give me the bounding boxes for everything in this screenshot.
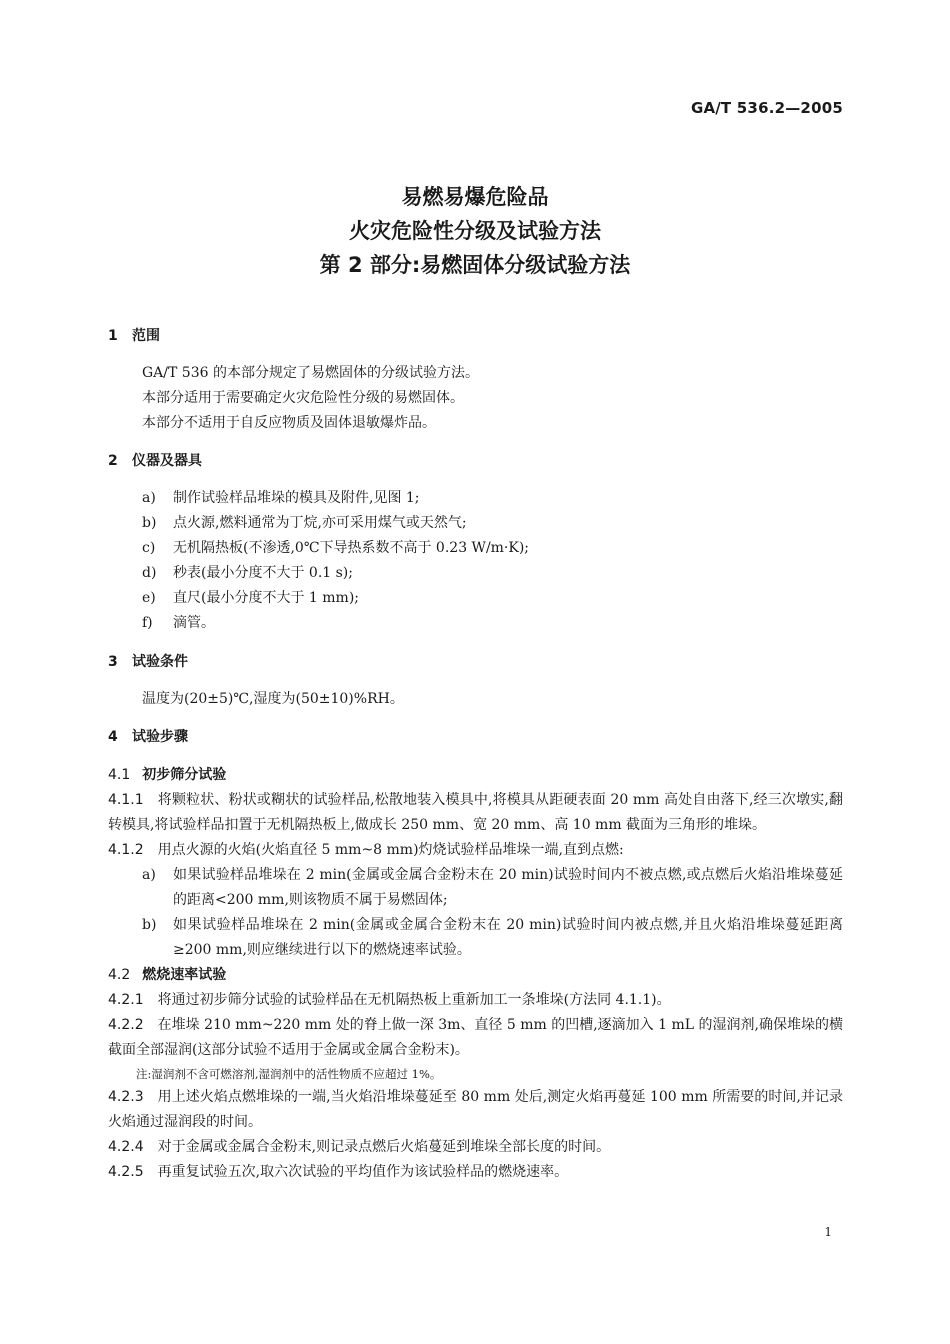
item-label: d)	[142, 565, 157, 581]
paragraph: 温度为(20±5)℃,湿度为(50±10)%RH。	[142, 691, 404, 707]
clause-4-1-2	[108, 838, 843, 863]
item-text: 直尺(最小分度不大于 1 mm);	[173, 590, 359, 606]
section-1	[108, 324, 843, 436]
list-item	[108, 913, 843, 963]
section-3	[108, 650, 843, 712]
item-text: 如果试验样品堆垛在 2 min(金属或金属合金粉末在 20 min)试验时间内不被点燃,或点燃后火焰沿堆垛蔓延的距离<200 mm,则该物质不属于易燃固体;	[173, 867, 843, 908]
clause-text: 对于金属或金属合金粉末,则记录点燃后火焰蔓延到堆垛全部长度的时间。	[157, 1139, 611, 1155]
title-line-1: 易燃易爆危险品	[401, 185, 549, 209]
subsection-4-1-heading	[108, 763, 843, 788]
item-label: b)	[142, 515, 157, 531]
section-number: 2	[108, 453, 118, 469]
subsection-title: 初步筛分试验	[142, 767, 227, 783]
item-label: b)	[142, 917, 157, 933]
clause-text: 用点火源的火焰(火焰直径 5 mm~8 mm)灼烧试验样品堆垛一端,直到点燃:	[157, 842, 624, 858]
clause-4-2-4	[108, 1135, 843, 1160]
paragraph: 本部分不适用于自反应物质及固体退敏爆炸品。	[142, 415, 436, 431]
section-title: 范围	[132, 328, 160, 344]
section-2	[108, 449, 843, 636]
item-text: 如果试验样品堆垛在 2 min(金属或金属合金粉末在 20 min)试验时间内被点燃,并且火焰沿堆垛蔓延距离≥200 mm,则应继续进行以下的燃烧速率试验。	[173, 917, 843, 958]
section-number: 4	[108, 729, 118, 745]
clause-text: 将通过初步筛分试验的试验样品在无机隔热板上重新加工一条堆垛(方法同 4.1.1)。	[157, 992, 671, 1008]
clause-4-2-2	[108, 1013, 843, 1063]
paragraph: GA/T 536 的本部分规定了易燃固体的分级试验方法。	[142, 365, 479, 381]
item-text: 制作试验样品堆垛的模具及附件,见图 1;	[173, 490, 420, 506]
title-line-2: 火灾危险性分级及试验方法	[349, 219, 601, 243]
list-item	[108, 536, 843, 561]
clause-text: 再重复试验五次,取六次试验的平均值作为该试验样品的燃烧速率。	[157, 1164, 569, 1180]
subsection-number: 4.2	[108, 967, 131, 983]
standard-code: GA/T 536.2—2005	[690, 99, 843, 117]
clause-number: 4.2.5	[108, 1164, 144, 1180]
subsection-number: 4.1	[108, 767, 131, 783]
clause-4-2-5	[108, 1160, 843, 1185]
section-title: 仪器及器具	[132, 453, 202, 469]
item-label: c)	[142, 540, 156, 556]
item-text: 点火源,燃料通常为丁烷,亦可采用煤气或天然气;	[173, 515, 467, 531]
section-3-heading	[108, 650, 843, 675]
list-item	[108, 561, 843, 586]
clause-text: 在堆垛 210 mm~220 mm 处的脊上做一深 3m、直径 5 mm 的凹槽,逐滴加入 1 mL 的湿润剂,确保堆垛的横截面全部湿润(这部分试验不适用于金属或金属合金粉末)。	[108, 1017, 843, 1058]
item-text: 无机隔热板(不渗透,0℃下导热系数不高于 0.23 W/m·K);	[173, 540, 530, 556]
subsection-4-2-heading	[108, 963, 843, 988]
paragraph: 本部分适用于需要确定火灾危险性分级的易燃固体。	[142, 390, 464, 406]
item-label: a)	[142, 490, 156, 506]
item-text: 秒表(最小分度不大于 0.1 s);	[173, 565, 353, 581]
section-number: 1	[108, 328, 118, 344]
clause-number: 4.2.2	[108, 1017, 144, 1033]
clause-number: 4.2.4	[108, 1139, 144, 1155]
clause-4-1-1	[108, 788, 843, 838]
clause-4-2-3	[108, 1085, 843, 1135]
document-title	[0, 180, 950, 282]
list-item	[108, 586, 843, 611]
section-4	[108, 725, 843, 1185]
title-line-3: 第 2 部分:易燃固体分级试验方法	[319, 253, 631, 277]
section-title: 试验条件	[132, 654, 188, 670]
clause-text: 将颗粒状、粉状或糊状的试验样品,松散地装入模具中,将模具从距硬表面 20 mm 高处自由落下,经三次墩实,翻转模具,将试验样品扣置于无机隔热板上,做成长 250 mm、宽 20 mm、高 10 mm 截面为三角形的堆垛。	[108, 792, 843, 833]
note: 注:湿润剂不含可燃溶剂,湿润剂中的活性物质不应超过 1%。	[136, 1067, 442, 1081]
list-item	[108, 611, 843, 636]
section-title: 试验步骤	[132, 729, 188, 745]
item-label: f)	[142, 615, 153, 631]
clause-4-2-1	[108, 988, 843, 1013]
page-number: 1	[824, 1225, 832, 1239]
section-4-heading	[108, 725, 843, 750]
list-item	[108, 486, 843, 511]
section-2-heading	[108, 449, 843, 474]
clause-text: 用上述火焰点燃堆垛的一端,当火焰沿堆垛蔓延至 80 mm 处后,测定火焰再蔓延 100 mm 所需要的时间,并记录火焰通过湿润段的时间。	[108, 1089, 843, 1130]
section-number: 3	[108, 654, 118, 670]
item-text: 滴管。	[173, 615, 215, 631]
clause-number: 4.1.2	[108, 842, 144, 858]
clause-number: 4.2.3	[108, 1089, 144, 1105]
section-1-heading	[108, 324, 843, 349]
list-item	[108, 511, 843, 536]
clause-number: 4.2.1	[108, 992, 144, 1008]
item-label: e)	[142, 590, 156, 606]
item-label: a)	[142, 867, 156, 883]
clause-number: 4.1.1	[108, 792, 144, 808]
subsection-title: 燃烧速率试验	[142, 967, 227, 983]
list-item	[108, 863, 843, 913]
